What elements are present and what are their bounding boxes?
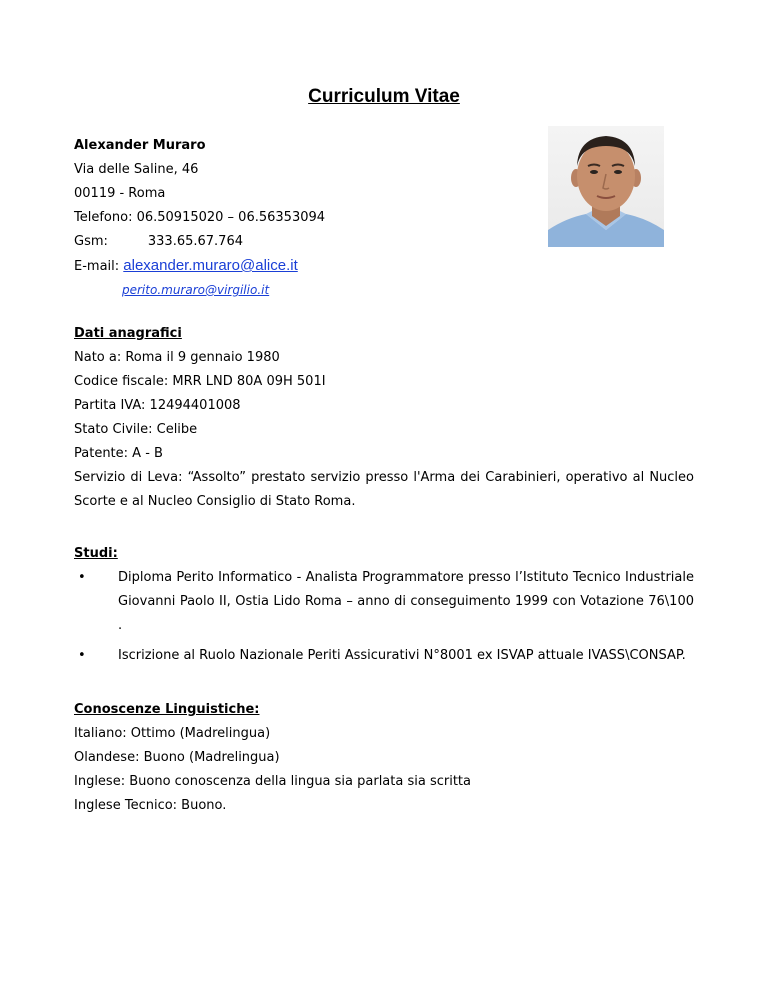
contact-gsm [74, 230, 694, 254]
contact-email [74, 254, 694, 278]
language-item: Olandese: Buono (Madrelingua) [74, 750, 280, 765]
personal-civil-status: Stato Civile: Celibe [74, 422, 198, 437]
gsm-label: Gsm: [74, 234, 108, 249]
language-item: Inglese: Buono conoscenza della lingua sia parlata sia scritta [74, 774, 471, 789]
list-item: • Diploma Perito Informatico - Analista Programmatore presso l’Istituto Tecnico Industriale Giovanni Paolo II, Ostia Lido Roma – anno di conseguimento 1999 con Votazione 76\100 . [74, 566, 694, 638]
languages-heading: Conoscenze Linguistiche: [74, 702, 260, 717]
language-item: Italiano: Ottimo (Madrelingua) [74, 726, 271, 741]
document-title: Curriculum Vitae [308, 86, 460, 107]
personal-birth: Nato a: Roma il 9 gennaio 1980 [74, 350, 280, 365]
bullet-icon: • [78, 648, 86, 663]
personal-license: Patente: A - B [74, 446, 163, 461]
contact-phone: Telefono: 06.50915020 – 06.56353094 [74, 210, 326, 225]
gsm-value: 333.65.67.764 [147, 234, 243, 249]
contact-city: 00119 - Roma [74, 186, 166, 201]
bullet-icon: • [78, 570, 86, 585]
personal-vat: Partita IVA: 12494401008 [74, 398, 241, 413]
personal-military: Servizio di Leva: “Assolto” prestato servizio presso l'Arma dei Carabinieri, operativo al Nucleo Scorte e al Nucleo Consiglio di Stato Roma. [74, 470, 694, 509]
personal-tax-code: Codice fiscale: MRR LND 80A 09H 501I [74, 374, 326, 389]
studies-heading: Studi: [74, 546, 118, 561]
email-primary-link[interactable]: alexander.muraro@alice.it [123, 257, 298, 274]
contact-address: Via delle Saline, 46 [74, 162, 199, 177]
contact-name: Alexander Muraro [74, 138, 206, 153]
personal-heading: Dati anagrafici [74, 326, 182, 341]
email-label: E-mail: [74, 259, 124, 274]
studies-list [74, 566, 694, 668]
email-secondary-link[interactable]: perito.muraro@virgilio.it [122, 283, 270, 297]
language-item: Inglese Tecnico: Buono. [74, 798, 227, 813]
cv-content [74, 134, 694, 818]
contact-email-secondary [74, 278, 694, 302]
list-item: • Iscrizione al Ruolo Nazionale Periti Assicurativi N°8001 ex ISVAP attuale IVASS\CONSAP. [74, 644, 694, 668]
